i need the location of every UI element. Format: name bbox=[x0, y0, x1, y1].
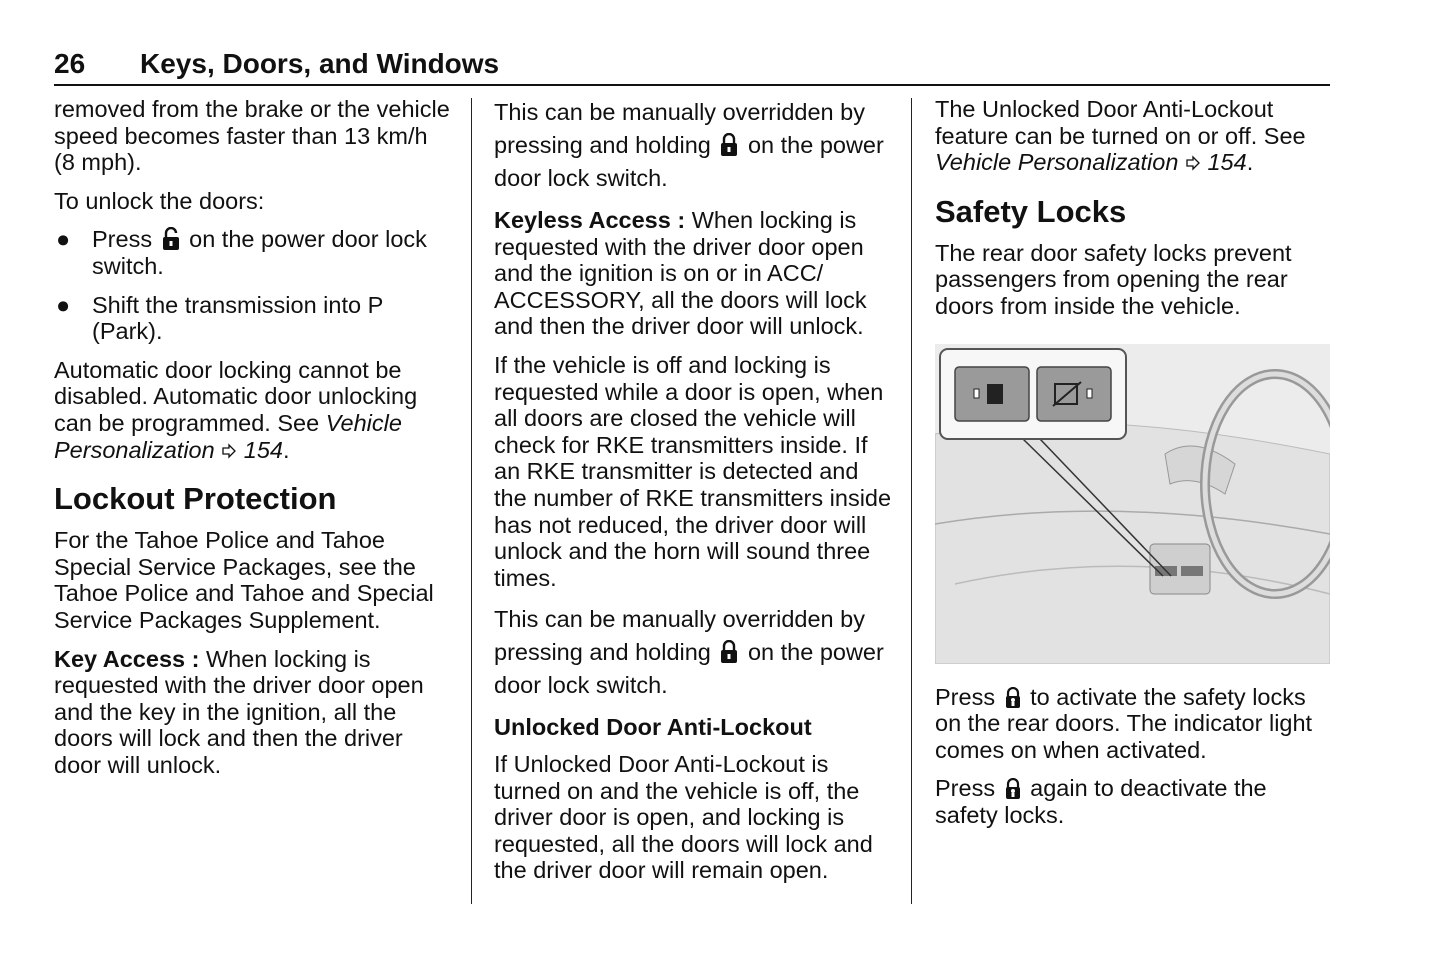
paragraph: For the Tahoe Police and Tahoe Special Service Packages, see the Tahoe Police and Tahoe and Special Service Packages Supplement. bbox=[54, 527, 434, 633]
list-item: ● Press on the power door lock switch. bbox=[56, 226, 427, 279]
paragraph: To unlock the doors: bbox=[54, 187, 265, 214]
column-3 bbox=[935, 96, 1330, 841]
child-lock-icon bbox=[1005, 778, 1021, 800]
paragraph: Press again to deactivate the safety locks. bbox=[935, 775, 1267, 828]
column-1 bbox=[54, 96, 454, 790]
bullet-list bbox=[54, 226, 454, 344]
page-number: 26 bbox=[54, 48, 86, 79]
paragraph: This can be manually overridden by pressing and holding on the power door lock switch. bbox=[494, 99, 884, 191]
section-heading: Safety Locks bbox=[935, 193, 1127, 229]
list-item: ● Shift the transmission into P (Park). bbox=[56, 291, 383, 345]
chapter-title: Keys, Doors, and Windows bbox=[140, 48, 500, 79]
section-heading: Lockout Protection bbox=[54, 481, 337, 517]
paragraph: Automatic door locking cannot be disabled. Automatic door unlocking can be programmed. See Vehicle Personalization 154. bbox=[54, 356, 418, 463]
paragraph: This can be manually overridden by pressing and holding on the power door lock switch. bbox=[494, 606, 884, 699]
paragraph: Key Access : When locking is requested with the driver door open and the key in the ignition, all the doors will lock and then the driver door will unlock. bbox=[54, 645, 424, 778]
safety-lock-illustration bbox=[935, 344, 1330, 664]
lock-icon bbox=[720, 640, 738, 664]
paragraph: The rear door safety locks prevent passengers from opening the rear doors from inside the vehicle. bbox=[935, 239, 1292, 319]
cross-reference-link[interactable]: Vehicle Personalization bbox=[935, 149, 1179, 176]
column-divider bbox=[911, 98, 912, 904]
child-lock-icon bbox=[1005, 687, 1021, 709]
page-reference[interactable]: 154 bbox=[1207, 149, 1247, 176]
paragraph: removed from the brake or the vehicle speed becomes faster than 13 km/h (8 mph). bbox=[54, 96, 450, 176]
lock-icon bbox=[720, 133, 738, 157]
arrow-reference-icon bbox=[1185, 155, 1201, 171]
door-panel-drawing bbox=[935, 344, 1330, 664]
paragraph: Press to activate the safety locks on the rear doors. The indicator light comes on when activated. bbox=[935, 683, 1313, 763]
subsection-heading: Unlocked Door Anti-Lockout bbox=[494, 714, 812, 741]
page-header bbox=[54, 46, 1330, 86]
paragraph: Keyless Access : When locking is requested with the driver door open and the ignition is on or in ACC/ ACCESSORY, all the doors will lock and then the driver door will unlock. bbox=[494, 207, 867, 340]
paragraph: If Unlocked Door Anti-Lockout is turned on and the vehicle is off, the driver door is open, and locking is requested, all the doors will lock and the driver door will remain open. bbox=[494, 750, 873, 884]
cross-reference-link[interactable]: Vehicle Personalization bbox=[54, 409, 402, 463]
column-divider bbox=[471, 98, 472, 904]
arrow-reference-icon bbox=[221, 443, 237, 459]
column-2 bbox=[494, 96, 894, 896]
unlock-icon bbox=[162, 227, 180, 251]
paragraph: The Unlocked Door Anti-Lockout feature can be turned on or off. See Vehicle Personalization 154. bbox=[935, 96, 1306, 176]
paragraph: If the vehicle is off and locking is requested while a door is open, when all doors are closed the vehicle will check for RKE transmitters inside. If an RKE transmitter is detected and the number of RKE transmitters inside has not reduced, the driver door will unlock and the horn will sound three times. bbox=[494, 351, 892, 591]
page-reference[interactable]: 154 bbox=[243, 436, 283, 463]
